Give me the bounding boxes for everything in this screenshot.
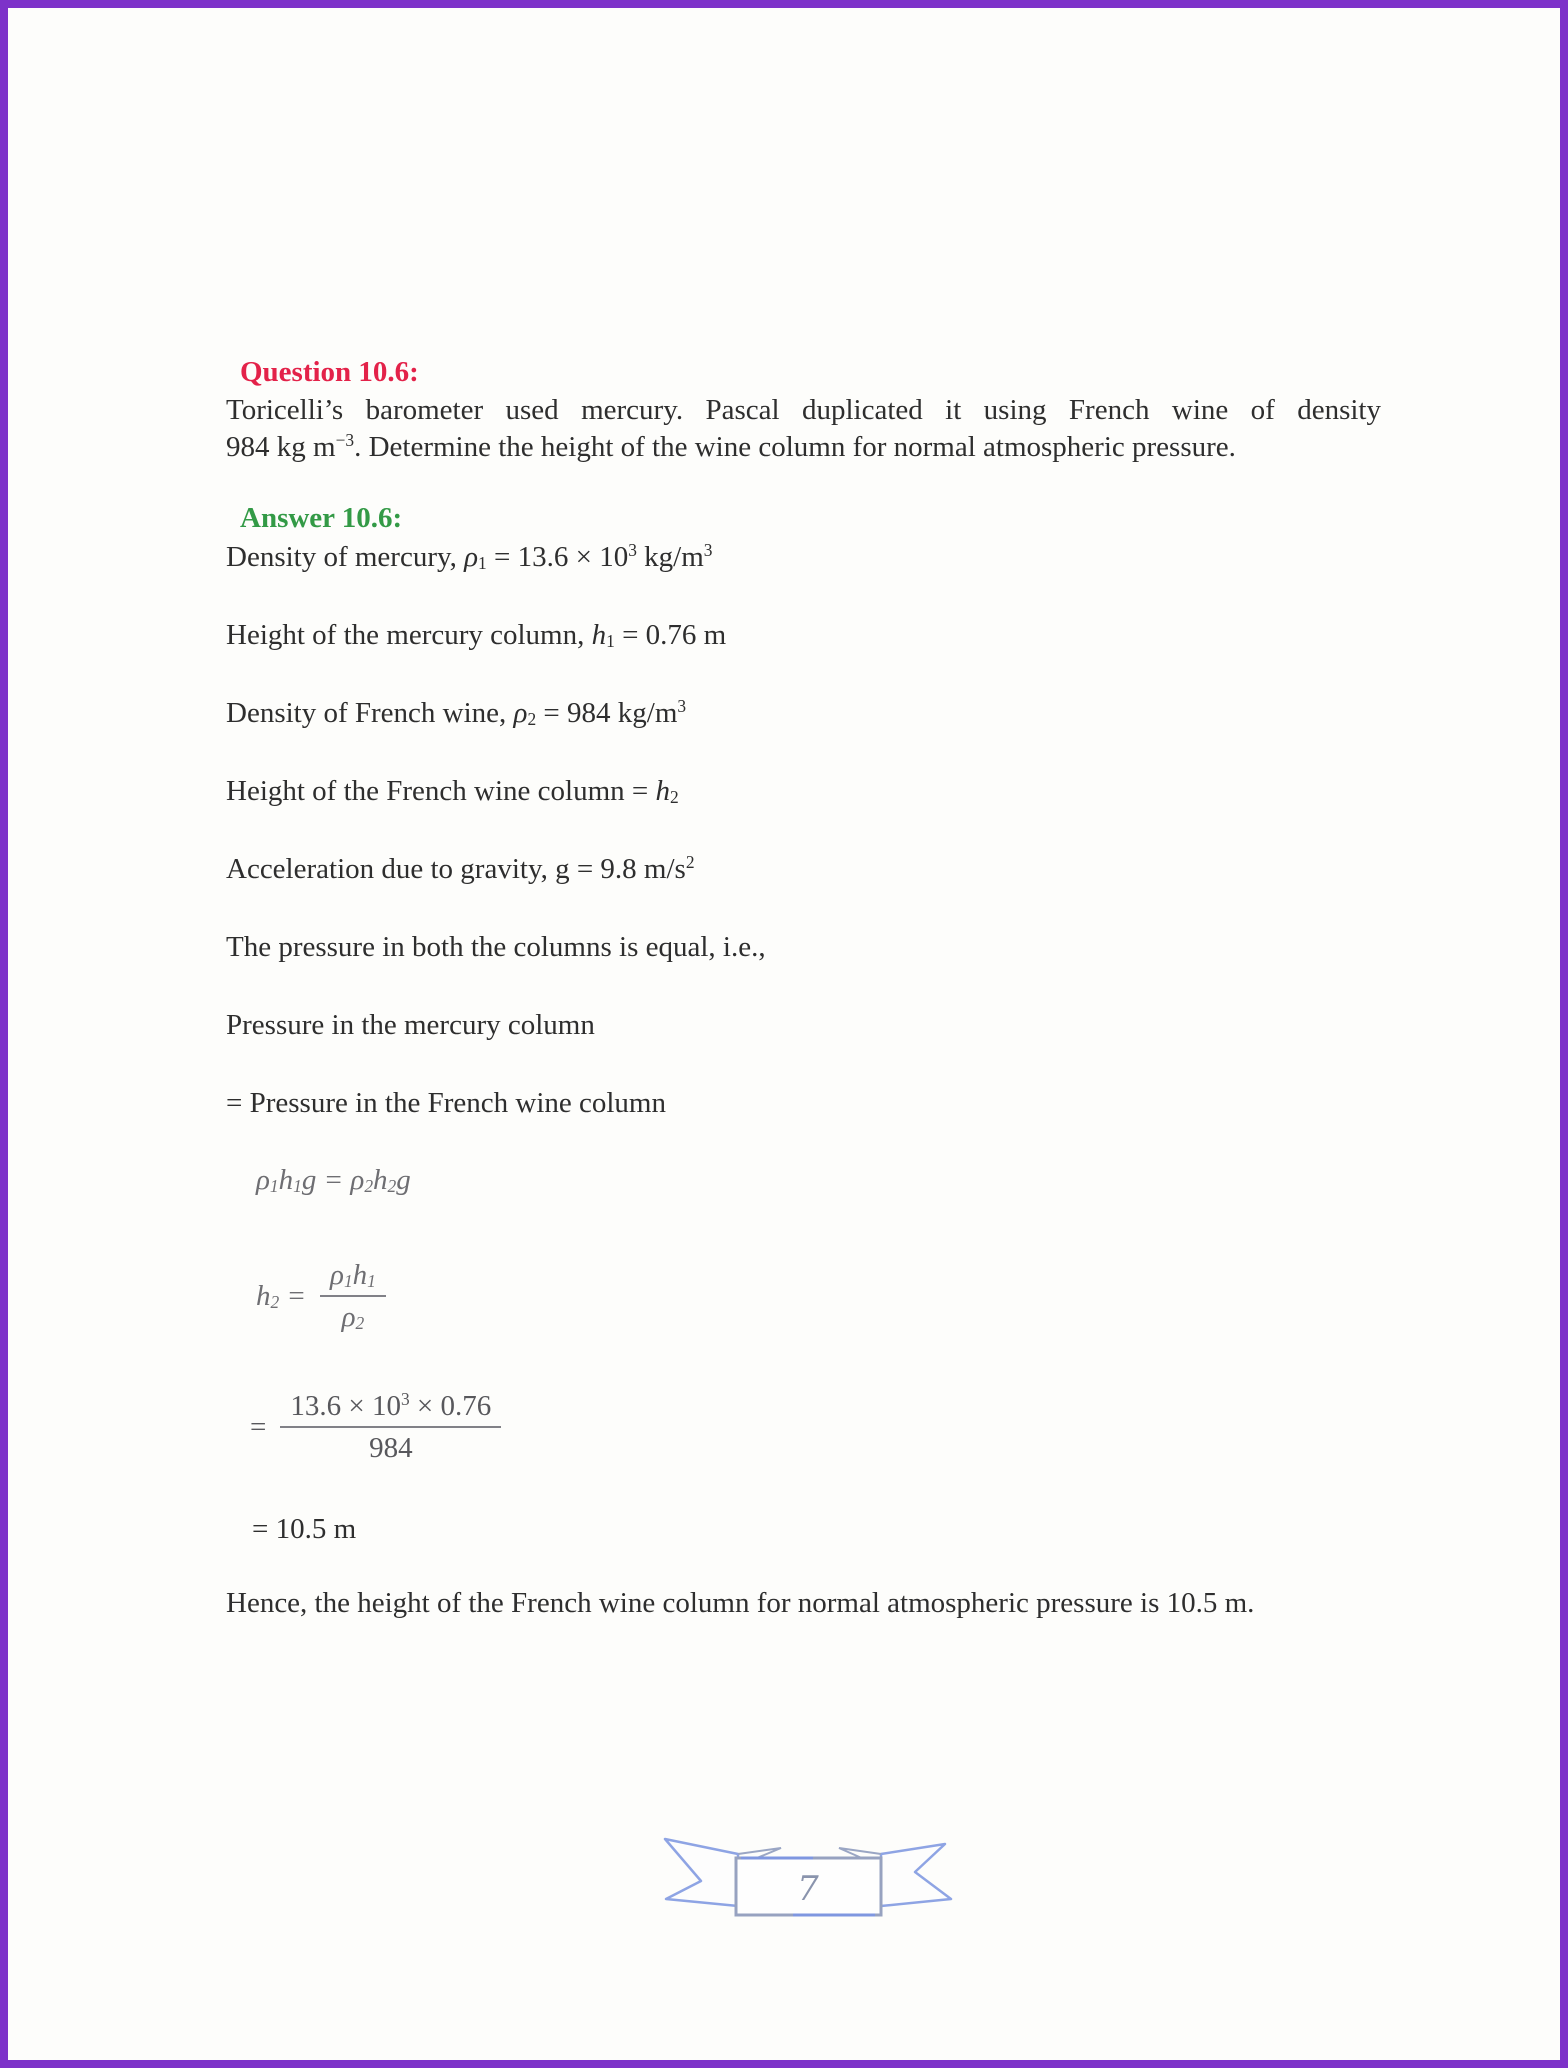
question-text-line-2: 984 kg $m^{-3}$. Determine the height of the wine column for normal atmospheric pressure. (226, 430, 1236, 463)
answer-line-height-wine: Height of the French wine column = $h_2$ (226, 775, 679, 808)
question-heading: Question 10.6: (240, 356, 419, 388)
answer-line-pressure-wine: = Pressure in the French wine column (226, 1087, 666, 1119)
ribbon-left-tail (665, 1839, 738, 1906)
answer-line-pressure-equal: The pressure in both the columns is equal, i.e., (226, 931, 766, 963)
answer-line-height-mercury: Height of the mercury column, $h_1 = 0.76$ m (226, 619, 727, 652)
equation-substitution-numerator: $13.6 \times 10^3 \times 0.76$ (280, 1387, 501, 1428)
equation-substitution (250, 1387, 1381, 1467)
page-number-ribbon-icon (663, 1836, 953, 1920)
answer-line-density-mercury: Density of mercury, $\rho_1 = 13.6 \times 10^3$ $kg/m^3$ (226, 540, 713, 574)
answer-line-pressure-mercury: Pressure in the mercury column (226, 1009, 595, 1041)
answer-line-gravity: Acceleration due to gravity, g = 9.8 $m/s^2$ (226, 852, 695, 885)
equation-h2-denominator: $\rho_2$ (341, 1301, 365, 1334)
equation-h2-formula (256, 1256, 1381, 1336)
result-line: = 10.5 m (252, 1513, 357, 1545)
answer-heading: Answer 10.6: (240, 502, 403, 534)
page-content (226, 8, 1381, 1622)
question-text-line-1: Toricelli’s barometer used mercury. Pascal duplicated it using French wine of density (226, 394, 1381, 426)
conclusion-line: Hence, the height of the French wine column for normal atmospheric pressure is 10.5 m. (226, 1587, 1255, 1619)
equation-substitution-denominator: 984 (369, 1432, 413, 1464)
equation-pressure-balance: $\rho_1h_1g = \rho_2h_2g$ (256, 1164, 411, 1197)
equation-substitution-lhs: = (250, 1411, 267, 1443)
equation-substitution-fraction (280, 1387, 501, 1467)
answer-line-density-wine: Density of French wine, $\rho_2 = 984$ $kg/m^3$ (226, 696, 687, 730)
equation-h2-lhs: $h_2$ = (256, 1280, 307, 1313)
equation-h2-fraction (320, 1256, 386, 1336)
page-number: 7 (797, 1869, 819, 1909)
ribbon-right-tail (881, 1844, 951, 1906)
equation-h2-numerator: $\rho_1h_1$ (320, 1256, 386, 1297)
